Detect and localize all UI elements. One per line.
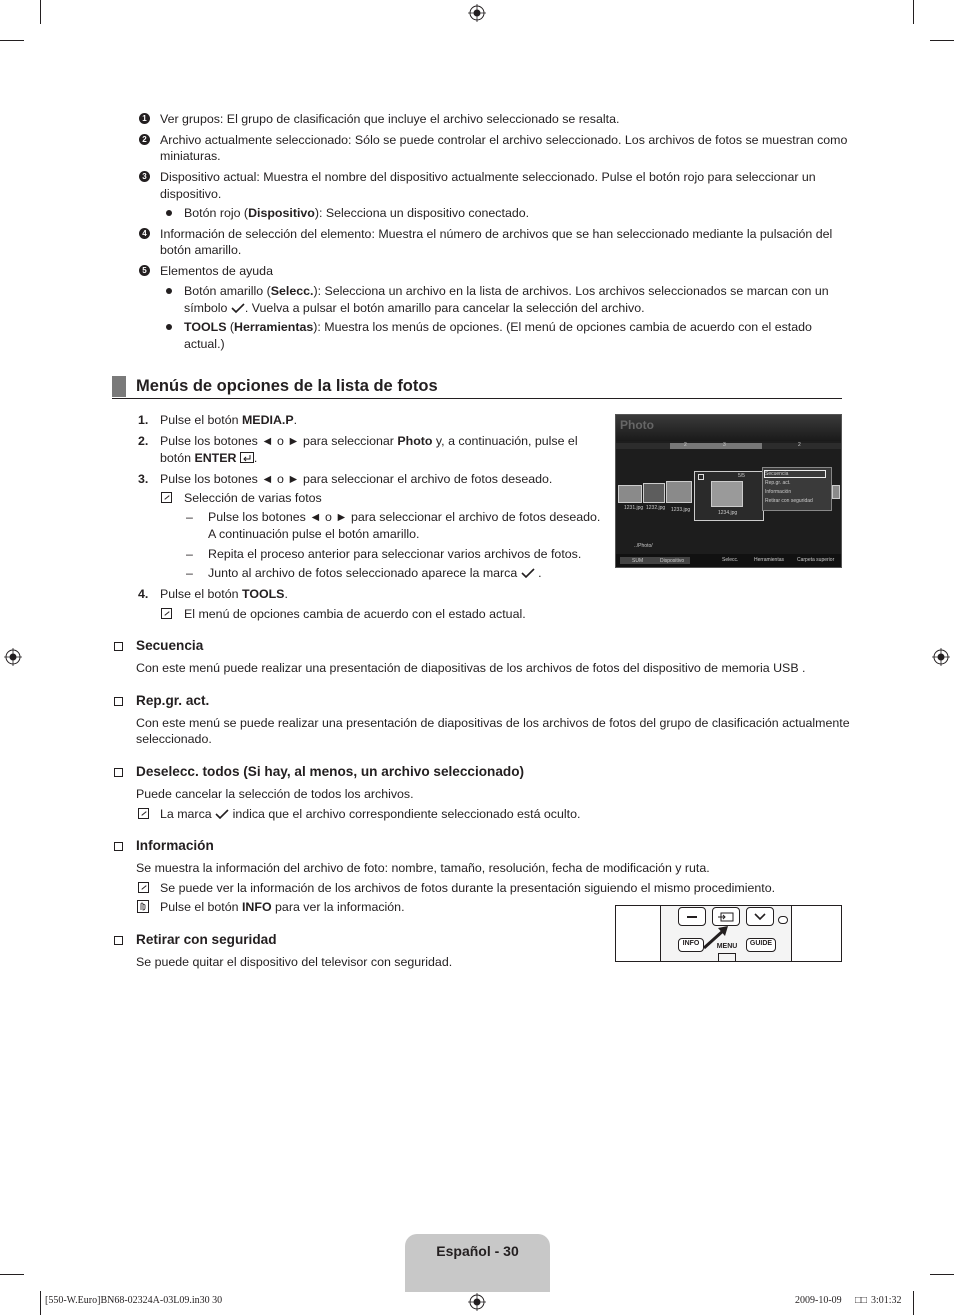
- crop-mark: [930, 1274, 954, 1275]
- section-checkbox-icon: [114, 642, 123, 651]
- section-text: Puede cancelar la selección de todos los archivos.: [136, 787, 414, 801]
- item-5-text: Elementos de ayuda: [160, 264, 273, 278]
- item-3-text-cont: dispositivo.: [160, 187, 222, 201]
- crop-mark: [0, 1274, 24, 1275]
- section-title-secuencia: Secuencia: [136, 638, 204, 653]
- chevron-down-icon: [754, 913, 766, 921]
- screen-title: Photo: [620, 418, 654, 432]
- step-2-cont: botón ENTER .: [160, 451, 258, 465]
- info-button: INFO: [678, 938, 704, 952]
- menu-grid-icon: [718, 953, 736, 962]
- bullet-tools-cont: actual.): [184, 337, 225, 351]
- source-icon: [718, 912, 734, 922]
- crop-mark: [0, 40, 24, 41]
- step-3-note: Selección de varias fotos: [184, 491, 322, 505]
- info-instruction: Pulse el botón INFO para ver la información.: [160, 900, 405, 914]
- step-3-dash-1: Pulse los botones ◄ o ► para seleccionar el archivo de fotos deseado.: [208, 510, 601, 524]
- photo-thumbnail: [832, 485, 840, 499]
- crop-mark: [913, 1291, 914, 1315]
- help-selecc: Selecc.: [722, 557, 739, 563]
- number-badge-4: 4: [139, 228, 150, 239]
- section-text: Se muestra la información del archivo de foto: nombre, tamaño, resolución, fecha de modificación y ruta.: [136, 861, 710, 875]
- item-4-text-cont: botón amarillo.: [160, 243, 242, 257]
- bullet: [166, 288, 172, 294]
- section-checkbox-icon: [114, 842, 123, 851]
- section-text-cont: seleccionado.: [136, 732, 212, 746]
- help-herramientas: Herramientas: [754, 557, 785, 563]
- menu-item-retirar: Retirar con seguridad: [765, 498, 813, 504]
- registration-mark-icon: [468, 4, 486, 22]
- item-4-text: Información de selección del elemento: Muestra el número de archivos que se han seleccionado mediante la pulsación del: [160, 227, 833, 241]
- step-3-dash-1-cont: A continuación pulse el botón amarillo.: [208, 527, 420, 541]
- bullet: [166, 210, 172, 216]
- checkmark-icon: [215, 809, 229, 819]
- note-icon: [161, 492, 172, 503]
- note-icon: [161, 608, 172, 619]
- number-badge-3: 3: [139, 171, 150, 182]
- arrow-pointer-icon: [702, 924, 732, 950]
- number-badge-1: 1: [139, 113, 150, 124]
- crop-mark: [913, 0, 914, 24]
- step-3-dash-2: Repita el proceso anterior para seleccionar varios archivos de fotos.: [208, 547, 582, 561]
- group-label: 2: [684, 442, 687, 448]
- footer-device: Dispositivo: [660, 558, 685, 564]
- section-checkbox-icon: [114, 768, 123, 777]
- crop-mark: [930, 40, 954, 41]
- footer-placeholder-glyphs: □□: [855, 1295, 868, 1306]
- note-icon: [138, 808, 149, 819]
- number-badge-2: 2: [139, 134, 150, 145]
- menu-item-informacion: Información: [765, 489, 792, 495]
- help-carpeta: Carpeta superior: [797, 557, 835, 563]
- menu-item-rep-gr-act: Rep.gr. act.: [765, 480, 791, 486]
- section-heading: Menús de opciones de la lista de fotos: [136, 377, 438, 395]
- footer-date: 2009-10-09: [795, 1295, 842, 1306]
- photo-thumbnail: [618, 485, 642, 503]
- step-number: 2.: [138, 434, 149, 448]
- bullet-red-button: Botón rojo (Dispositivo): Selecciona un dispositivo conectado.: [184, 206, 530, 220]
- file-name: 1232.jpg: [646, 505, 666, 511]
- item-3-text: Dispositivo actual: Muestra el nombre del dispositivo actualmente seleccionado. Pulse el botón rojo para seleccionar un: [160, 170, 816, 184]
- section-title-rep-gr-act: Rep.gr. act.: [136, 693, 210, 708]
- footer-file-info: [550-W.Euro]BN68-02324A-03L09.in30 30: [45, 1295, 223, 1306]
- footer-time: 3:01:32: [871, 1295, 902, 1306]
- section-note: Se puede ver la información de los archivos de fotos durante la presentación siguiendo el mismo procedimiento.: [160, 881, 776, 895]
- registration-mark-icon: [932, 648, 950, 666]
- photo-thumbnail-selected: [711, 481, 743, 507]
- step-4-note: El menú de opciones cambia de acuerdo con el estado actual.: [184, 607, 526, 621]
- dash: –: [186, 566, 193, 580]
- section-checkbox-icon: [114, 936, 123, 945]
- section-title-retirar: Retirar con seguridad: [136, 932, 277, 947]
- menu-item-secuencia: Secuencia: [765, 471, 789, 477]
- photo-thumbnail: [643, 483, 665, 503]
- bullet: [166, 324, 172, 330]
- step-1: Pulse el botón MEDIA.P.: [160, 413, 298, 427]
- dash: –: [186, 510, 193, 524]
- group-label: 2: [798, 442, 801, 448]
- bullet-tools: TOOLS (Herramientas): Muestra los menús de opciones. (El menú de opciones cambia de acuerdo con el estado: [184, 320, 812, 334]
- file-name: 1234.jpg: [718, 510, 738, 516]
- crop-mark: [40, 0, 41, 24]
- file-name: 1231.jpg: [624, 505, 644, 511]
- step-3-dash-3: Junto al archivo de fotos seleccionado aparece la marca .: [208, 566, 542, 580]
- remote-illustration: [615, 905, 842, 962]
- group-label: 3: [723, 442, 726, 448]
- step-4: Pulse el botón TOOLS.: [160, 587, 288, 601]
- section-title-informacion: Información: [136, 838, 214, 853]
- hand-pointer-icon: [137, 900, 149, 913]
- section-text: Con este menú puede realizar una presentación de diapositivas de los archivos de fotos del dispositivo de memoria USB .: [136, 661, 806, 675]
- page-number: Español - 30: [436, 1243, 519, 1259]
- step-3: Pulse los botones ◄ o ► para seleccionar el archivo de fotos deseado.: [160, 472, 553, 486]
- crop-mark: [40, 1291, 41, 1315]
- checkmark-icon: [231, 303, 245, 313]
- item-2-text: Archivo actualmente seleccionado: Sólo se puede controlar el archivo seleccionado. Los archivos de fotos se muestran como: [160, 133, 848, 147]
- file-name: 1233.jpg: [671, 507, 691, 513]
- photo-screen-illustration: [615, 414, 842, 568]
- select-checkbox: [698, 474, 704, 480]
- step-2: Pulse los botones ◄ o ► para seleccionar Photo y, a continuación, pulse el: [160, 434, 578, 448]
- enter-icon: [240, 452, 254, 463]
- small-button: [778, 916, 788, 924]
- number-badge-5: 5: [139, 265, 150, 276]
- heading-rule: [112, 398, 842, 399]
- section-text: Con este menú se puede realizar una presentación de diapositivas de los archivos de fotos del grupo de clasificación actualmente: [136, 716, 850, 730]
- bullet-yellow-button: Botón amarillo (Selecc.): Selecciona un archivo en la lista de archivos. Los archivos seleccionados se marcan con un: [184, 284, 829, 298]
- registration-mark-icon: [4, 648, 22, 666]
- bullet-yellow-button-cont: símbolo . Vuelva a pulsar el botón amarillo para cancelar la selección del archivo.: [184, 301, 645, 315]
- checkmark-icon: [521, 568, 535, 578]
- footer-sum: SUM: [632, 558, 644, 564]
- step-number: 1.: [138, 413, 149, 427]
- menu-button: MENU: [716, 943, 738, 950]
- section-title-deselecc: Deselecc. todos (Si hay, al menos, un archivo seleccionado): [136, 764, 525, 779]
- heading-bar: [112, 376, 126, 397]
- path-label: ../Photo/: [634, 543, 653, 549]
- note-icon: [138, 882, 149, 893]
- section-note: La marca indica que el archivo correspondiente seleccionado está oculto.: [160, 807, 581, 821]
- item-2-text-cont: miniaturas.: [160, 149, 221, 163]
- step-number: 3.: [138, 472, 149, 486]
- item-1-text: Ver grupos: El grupo de clasificación que incluye el archivo seleccionado se resalta.: [160, 112, 620, 126]
- registration-mark-icon: [468, 1293, 486, 1311]
- guide-button: GUIDE: [746, 938, 776, 952]
- photo-thumbnail: [666, 481, 692, 503]
- dash: –: [186, 547, 193, 561]
- section-checkbox-icon: [114, 697, 123, 706]
- step-number: 4.: [138, 587, 149, 601]
- section-text: Se puede quitar el dispositivo del televisor con seguridad.: [136, 955, 453, 969]
- file-counter: 5/5: [738, 473, 745, 479]
- channel-down-button: [746, 907, 774, 926]
